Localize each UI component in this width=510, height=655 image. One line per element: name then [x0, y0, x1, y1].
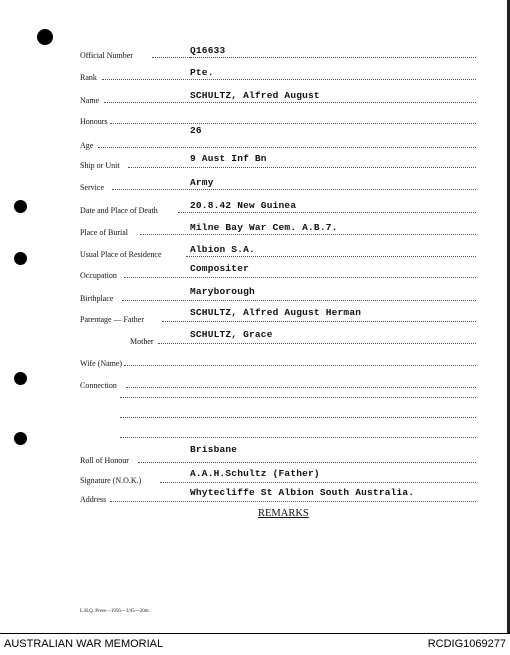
burial-value: Milne Bay War Cem. A.B.7. [190, 222, 338, 233]
service-label: Service [80, 183, 104, 192]
connection-label: Connection [80, 381, 117, 390]
birthplace-label: Birthplace [80, 294, 114, 303]
name-value: SCHULTZ, Alfred August [190, 90, 320, 101]
mother-row [80, 326, 476, 346]
occupation-label: Occupation [80, 271, 117, 280]
archive-name: AUSTRALIAN WAR MEMORIAL [4, 638, 164, 650]
death-value: 20.8.42 New Guinea [190, 200, 297, 211]
ship-or-unit-value: 9 Aust Inf Bn [190, 153, 267, 164]
archive-footer [0, 633, 510, 655]
roll-of-honour-label: Roll of Honour [80, 456, 129, 465]
signature-value: A.A.H.Schultz (Father) [190, 468, 320, 479]
birthplace-row [80, 283, 476, 303]
honours-label: Honours [80, 117, 108, 126]
honours-row [80, 106, 476, 126]
ship-or-unit-label: Ship or Unit [80, 161, 120, 170]
rank-label: Rank [80, 73, 97, 82]
punch-hole [37, 29, 53, 45]
official-number-row [80, 40, 476, 60]
occupation-value: Compositer [190, 263, 250, 274]
print-note: L.H.Q. Press—1956—3/45—20m. [80, 609, 150, 614]
connection-line [120, 437, 476, 438]
roll-of-honour-value: Brisbane [190, 444, 238, 455]
burial-row [80, 217, 476, 237]
occupation-row [80, 260, 476, 280]
age-value: 26 [190, 125, 202, 136]
service-row [80, 172, 476, 192]
mother-label: Mother [130, 337, 154, 346]
father-row [80, 304, 476, 324]
rank-row [80, 62, 476, 82]
signature-row [80, 465, 476, 485]
connection-line [120, 397, 476, 398]
wife-label: Wife (Name) [80, 359, 123, 368]
address-label: Address [80, 495, 107, 504]
father-label: Parentage — Father [80, 315, 144, 324]
rank-value: Pte. [190, 67, 214, 78]
official-number-value: Q16633 [190, 45, 226, 56]
wife-row [80, 348, 476, 368]
birthplace-value: Maryborough [190, 286, 255, 297]
name-row [80, 85, 476, 105]
address-row [80, 484, 476, 504]
residence-value: Albion S.A. [190, 244, 255, 255]
punch-hole [14, 200, 27, 213]
residence-row [80, 239, 476, 259]
name-label: Name [80, 96, 100, 105]
roll-of-honour-row [80, 445, 476, 465]
father-value: SCHULTZ, Alfred August Herman [190, 307, 362, 318]
age-row [80, 125, 476, 150]
punch-hole [14, 372, 27, 385]
address-value: Whytecliffe St Albion South Australia. [190, 487, 415, 498]
connection-line [120, 417, 476, 418]
age-label: Age [80, 141, 94, 150]
punch-hole [14, 432, 27, 445]
remarks-heading: REMARKS [258, 508, 309, 519]
burial-label: Place of Burial [80, 228, 128, 237]
ship-or-unit-row [80, 150, 476, 170]
service-value: Army [190, 177, 214, 188]
punch-hole [14, 252, 27, 265]
connection-row [80, 370, 476, 390]
residence-label: Usual Place of Residence [80, 250, 162, 259]
official-number-label: Official Number [80, 51, 133, 60]
signature-label: Signature (N.O.K.) [80, 476, 142, 485]
archive-id: RCDIG1069277 [427, 638, 506, 650]
mother-value: SCHULTZ, Grace [190, 329, 273, 340]
death-row [80, 195, 476, 215]
death-label: Date and Place of Death [80, 206, 158, 215]
